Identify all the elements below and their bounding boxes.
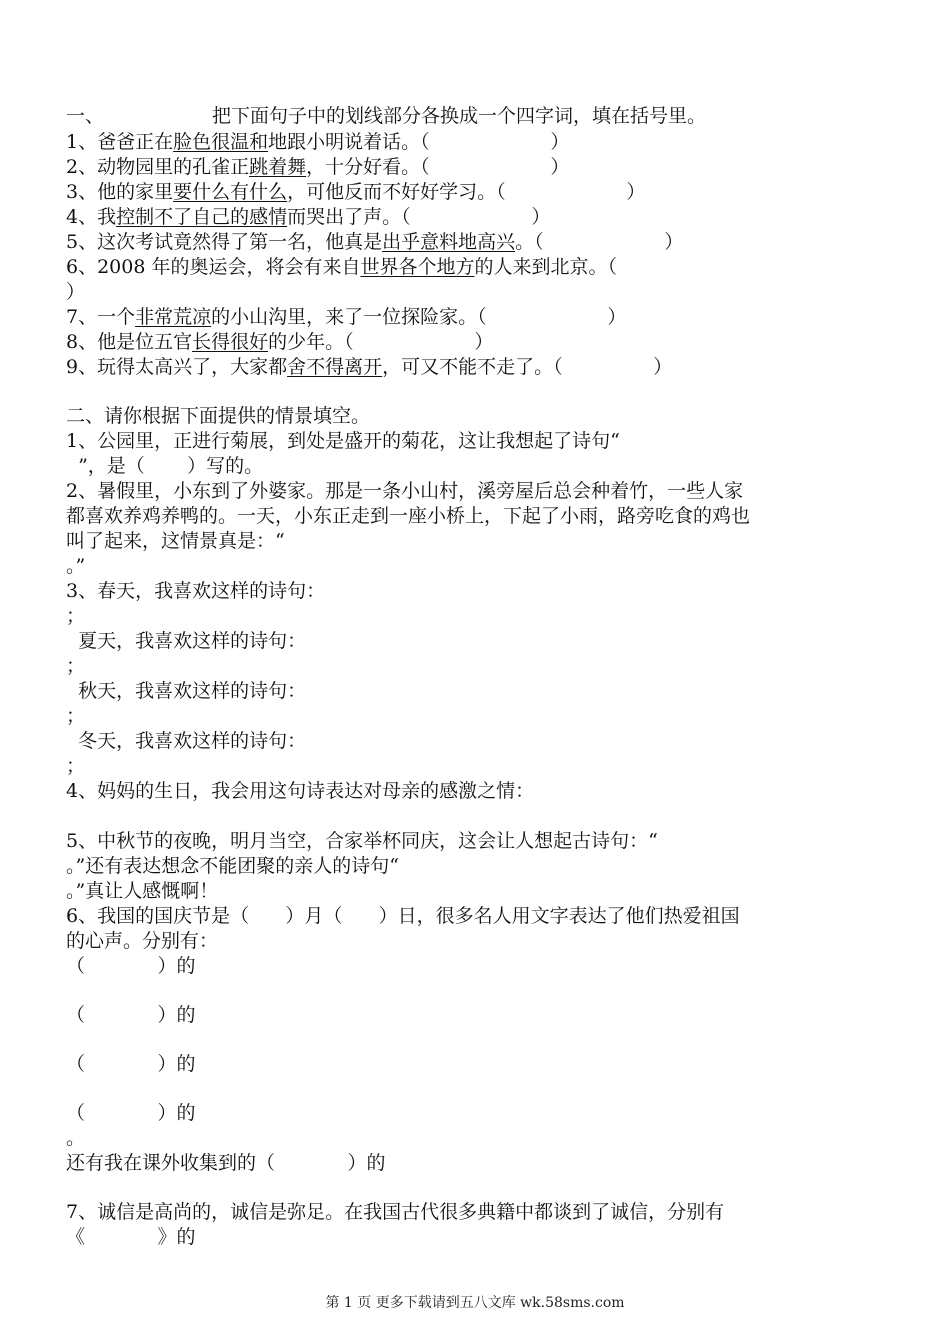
q6-text-b: 的人来到北京。（: [474, 256, 618, 278]
section2-heading: 二、请你根据下面提供的情景填空。: [66, 405, 371, 427]
s2-line: ”，是（ ）写的。: [66, 455, 264, 477]
section1-heading: [66, 104, 706, 128]
s2-line: 秋天，我喜欢这样的诗句：: [66, 680, 307, 702]
q4-underlined: 控制不了自己的感情: [116, 206, 288, 228]
s2-line: 。”: [66, 555, 86, 577]
q5-text-a: 5、这次考试竟然得了第一名，他真是: [66, 231, 383, 253]
q7-text-b: 的小山沟里，来了一位探险家。（ ）: [211, 306, 627, 328]
s2-line: （ ）的: [66, 1004, 196, 1026]
question-7: [66, 305, 626, 329]
question-1: [66, 130, 569, 154]
s2-line: 。”真让人感慨啊！: [66, 880, 219, 902]
q7-underlined: 非常荒凉: [135, 306, 212, 328]
s2-line: 夏天，我喜欢这样的诗句：: [66, 630, 307, 652]
s2-line: 的心声。分别有：: [66, 930, 219, 952]
q8-text-b: 的少年。（ ）: [268, 331, 494, 353]
question-3: [66, 180, 645, 204]
q1-underlined: 脸色很温和: [173, 131, 269, 153]
q3-underlined: 要什么有什么: [173, 181, 288, 203]
question-2: [66, 155, 569, 179]
s2-line: ；: [66, 655, 86, 677]
q2-text-a: 2、动物园里的孔雀正: [66, 156, 250, 178]
section1-number: 一、: [66, 105, 105, 127]
question-6-close: ）: [66, 281, 86, 303]
q1-text-a: 1、爸爸正在: [66, 131, 174, 153]
q9-text-a: 9、玩得太高兴了，大家都: [66, 356, 288, 378]
q4-text-b: 而哭出了声。（ ）: [287, 206, 551, 228]
s2-line: 还有我在课外收集到的（ ）的: [66, 1152, 386, 1174]
s2-line: 。”还有表达想念不能团聚的亲人的诗句“: [66, 855, 399, 877]
q6-text-a: 6、2008 年的奥运会，将会有来自: [66, 256, 361, 278]
q2-text-b: ，十分好看。（ ）: [306, 156, 570, 178]
s2-line: （ ）的: [66, 1102, 196, 1124]
section1-heading-text: 把下面句子中的划线部分各换成一个四字词，填在括号里。: [212, 105, 707, 127]
s2-line: ；: [66, 605, 86, 627]
q6-underlined: 世界各个地方: [360, 256, 475, 278]
question-4: [66, 205, 550, 229]
q9-underlined: 舍不得离开: [287, 356, 383, 378]
question-8: [66, 330, 493, 354]
q9-text-b: ，可又不能不走了。（ ）: [382, 356, 673, 378]
s2-line: 叫了起来，这情景真是：“: [66, 530, 285, 552]
q2-underlined: 跳着舞: [249, 156, 307, 178]
q4-text-a: 4、我: [66, 206, 117, 228]
s2-line: （ ）的: [66, 1053, 196, 1075]
s2-line: 《 》的: [66, 1226, 196, 1248]
s2-line: （ ）的: [66, 955, 196, 977]
s2-line: 都喜欢养鸡养鸭的。一天，小东正走到一座小桥上，下起了小雨，路旁吃食的鸡也: [66, 505, 751, 527]
s2-line: 7、诚信是高尚的，诚信是弥足。在我国古代很多典籍中都谈到了诚信，分别有: [66, 1201, 725, 1223]
s2-line: 6、我国的国庆节是（ ）月（ ）日，很多名人用文字表达了他们热爱祖国: [66, 905, 740, 927]
s2-line: 5、中秋节的夜晚，明月当空，合家举杯同庆，这会让人想起古诗句：“: [66, 830, 658, 852]
q5-underlined: 出乎意料地高兴: [382, 231, 516, 253]
s2-line: 4、妈妈的生日，我会用这句诗表达对母亲的感激之情：: [66, 780, 535, 802]
q7-text-a: 7、一个: [66, 306, 136, 328]
s2-line: 冬天，我喜欢这样的诗句：: [66, 730, 307, 752]
s2-line: ；: [66, 705, 86, 727]
q1-text-b: 地跟小明说着话。（ ）: [268, 131, 570, 153]
s2-line: 。: [66, 1127, 86, 1149]
q3-text-a: 3、他的家里: [66, 181, 174, 203]
s2-line: 1、公园里，正进行菊展，到处是盛开的菊花，这让我想起了诗句“: [66, 430, 620, 452]
question-9: [66, 355, 672, 379]
s2-line: 2、暑假里，小东到了外婆家。那是一条小山村，溪旁屋后总会种着竹，一些人家: [66, 480, 744, 502]
question-6: [66, 255, 617, 279]
q8-text-a: 8、他是位五官: [66, 331, 193, 353]
page-footer: 第 1 页 更多下载请到五八文库 wk.58sms.com: [325, 1295, 625, 1311]
s2-line: ；: [66, 755, 86, 777]
question-5: [66, 230, 683, 254]
s2-line: 3、春天，我喜欢这样的诗句：: [66, 580, 326, 602]
q8-underlined: 长得很好: [192, 331, 269, 353]
q5-text-b: 。（ ）: [515, 231, 684, 253]
q3-text-b: ，可他反而不好好学习。（ ）: [287, 181, 646, 203]
